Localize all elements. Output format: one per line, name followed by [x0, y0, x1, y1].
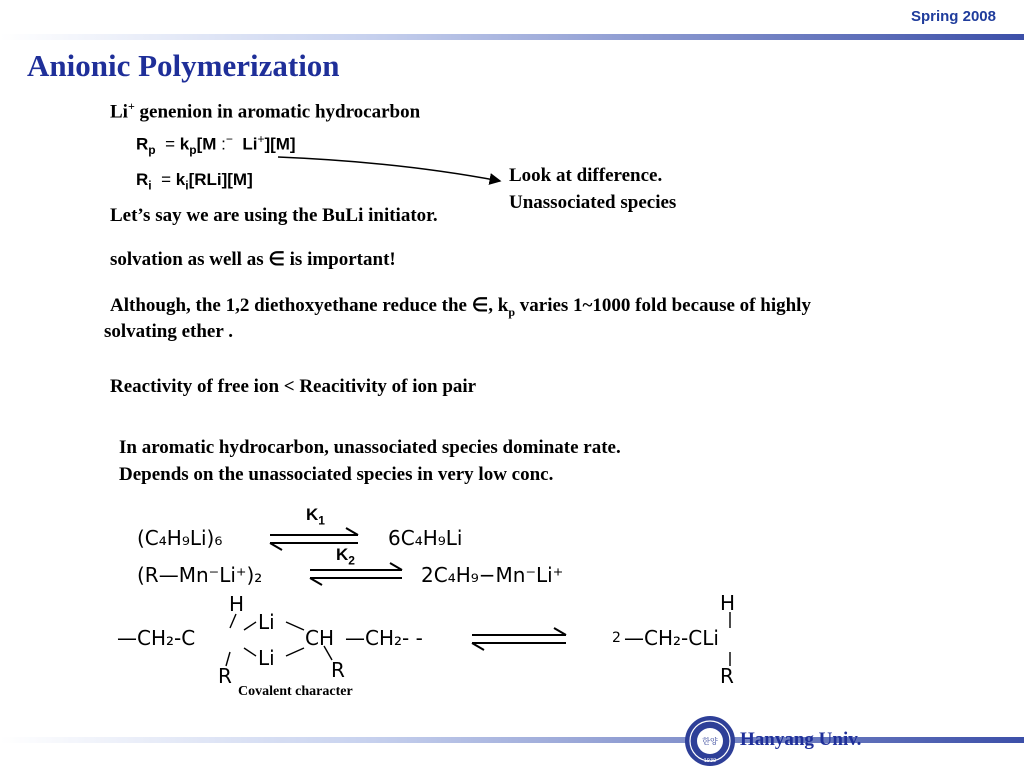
difference-arrow [278, 157, 500, 181]
svg-text:한양: 한양 [702, 737, 718, 746]
right-tail: —CH₂- - [345, 626, 423, 650]
product-coefficient: 2 [612, 630, 621, 646]
although-line-1: Although, the 1,2 diethoxyethane reduce the ∈, $k_p$ varies 1~1000 fold because of highly [110, 295, 811, 319]
ch-center: CH [305, 626, 335, 650]
covalent-caption: Covalent character [238, 684, 353, 699]
k1-label: $K_1$ [306, 505, 325, 528]
note-line-2: Unassociated species [509, 192, 677, 213]
h-top: H [229, 592, 245, 616]
rate-equation-rp: $R_p = k_p[M$ :− Li+][M] [136, 132, 296, 158]
reaction-1-left: (C₄H₉Li)₆ [137, 526, 223, 550]
reaction-2-right: 2C₄H₉−Mn⁻Li⁺ [421, 563, 564, 587]
product-h: H [720, 591, 736, 615]
note-line-1: Look at difference. [509, 165, 663, 186]
aromatic-line: In aromatic hydrocarbon, unassociated species dominate rate. [119, 437, 621, 458]
reactivity-line: Reactivity of free ion < Reacitivity of ion pair [110, 376, 477, 397]
equilibrium-arrow-3 [472, 628, 566, 650]
rate-equation-ri: $R_i = k_i[RLi][M]$ [136, 170, 253, 193]
depends-line: Depends on the unassociated species in very low conc. [119, 464, 554, 485]
buli-line: Let’s say we are using the BuLi initiator. [110, 205, 438, 226]
footer-university-name: Hanyang Univ. [740, 729, 862, 750]
li-bottom: Li [258, 646, 275, 670]
footer-rule [0, 737, 1024, 743]
product-chain: —CH₂-CLi [624, 626, 719, 650]
r-left: R [218, 664, 232, 688]
r-right: R [331, 658, 345, 682]
reaction-2-left: (R—Mn⁻Li⁺)₂ [137, 563, 263, 587]
although-line-2: solvating ether . [104, 321, 233, 342]
intro-rest: genenion in aromatic hydrocarbon [134, 101, 421, 123]
left-chain: —CH₂-C [117, 626, 196, 650]
solvation-line: solvation as well as ∈ is important! [110, 249, 396, 270]
k2-label: $K_2$ [336, 545, 355, 568]
equilibrium-arrow-2 [310, 563, 402, 585]
header-date: Spring 2008 [910, 8, 996, 25]
svg-text:1939: 1939 [703, 758, 717, 764]
li-top: Li [258, 610, 275, 634]
slide-title: Anionic Polymerization [27, 48, 340, 83]
university-seal-icon [683, 714, 737, 768]
product-r: R [720, 664, 734, 688]
intro-sup: + [127, 99, 135, 113]
intro-prefix: Li [110, 101, 128, 123]
reaction-1-right: 6C₄H₉Li [388, 526, 463, 550]
